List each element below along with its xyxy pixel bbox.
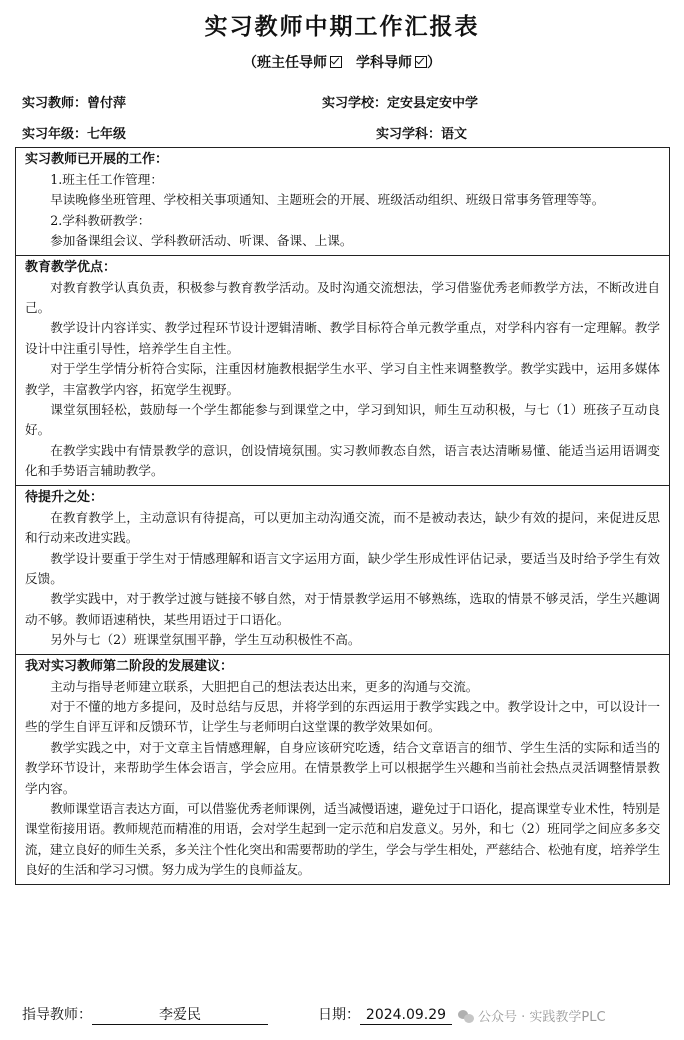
strengths-paragraph: 教学设计内容详实、教学过程环节设计逻辑清晰、教学目标符合单元教学重点，对学科内容有一定理解。教学设计中注重引导性，培养学生自主性。 xyxy=(25,320,660,356)
strengths-section xyxy=(16,255,669,485)
work-section xyxy=(16,148,669,255)
subtitle-open: （ xyxy=(243,55,257,71)
school-value: 定安县定安中学 xyxy=(387,96,479,111)
suggest-paragraph: 教学实践之中，对于文章主旨情感理解，自身应该研究吃透，结合文章语言的细节、学生生活的实际和适当的教学环节设计，来帮助学生体会语言，学会应用。在情景教学上可以根据学生兴趣和当前社会热点灵活调整情景教学内容。 xyxy=(25,739,660,796)
mentor-type-line xyxy=(0,52,684,72)
suggest-paragraph: 主动与指导老师建立联系，大胆把自己的想法表达出来，更多的沟通与交流。 xyxy=(50,678,479,694)
improve-section xyxy=(16,485,669,654)
work-heading: 实习教师已开展的工作： xyxy=(25,152,169,167)
subject-value: 语文 xyxy=(441,127,468,142)
watermark-text: 公众号 · 实践教学PLC xyxy=(478,1010,606,1025)
grade-info xyxy=(22,123,126,142)
improve-heading: 待提升之处： xyxy=(25,489,104,505)
strengths-paragraph: 对于学生学情分析符合实际，注重因材施教根据学生水平、学习自主性来调整教学。教学实践中，运用多媒体教学，丰富教学内容，拓宽学生视野。 xyxy=(25,361,660,397)
work-paragraph: 2.学科教研教学： xyxy=(50,212,151,228)
subject-info xyxy=(376,123,467,142)
subject-label: 实习学科： xyxy=(376,127,442,142)
teacher-value: 曾付萍 xyxy=(87,96,127,111)
mentor-signature xyxy=(22,1004,268,1025)
teacher-info xyxy=(22,92,126,111)
school-info xyxy=(322,92,478,111)
suggest-heading: 我对实习教师第二阶段的发展建议： xyxy=(25,658,234,674)
subject-mentor-label: 学科导师 xyxy=(356,55,412,71)
homeroom-mentor-checkbox[interactable] xyxy=(330,56,342,68)
strengths-paragraph: 课堂氛围轻松，鼓励每一个学生都能参与到课堂之中，学习到知识，师生互动积极，与七（1）班孩子互动良好。 xyxy=(25,402,660,438)
suggest-section xyxy=(16,654,669,884)
date-label: 日期： xyxy=(318,1007,360,1023)
improve-paragraph: 教学设计要重于学生对于情感理解和语言文字运用方面，缺少学生形成性评估记录，要适当及时给予学生有效反馈。 xyxy=(25,550,660,586)
mentor-name: 李爱民 xyxy=(92,1006,268,1025)
teacher-label: 实习教师： xyxy=(22,96,88,111)
work-paragraph: 1.班主任工作管理： xyxy=(50,172,163,187)
grade-label: 实习年级： xyxy=(22,127,88,142)
improve-paragraph: 在教育教学上，主动意识有待提高，可以更加主动沟通交流，而不是被动表达，缺少有效的提问，来促进反思和行动来改进实践。 xyxy=(25,509,660,546)
work-paragraph: 参加备课组会议、学科教研活动、听课、备课、上课。 xyxy=(50,233,353,249)
subtitle-close: ） xyxy=(427,55,441,71)
date-value: 2024.09.29 xyxy=(360,1006,452,1025)
report-table xyxy=(15,147,670,885)
homeroom-mentor-label: 班主任导师 xyxy=(257,55,327,71)
strengths-paragraph: 对教育教学认真负责，积极参与教育教学活动。及时沟通交流想法，学习借鉴优秀老师教学方法，不断改进自己。 xyxy=(25,279,660,316)
strengths-paragraph: 在教学实践中有情景教学的意识，创设情境氛围。实习教师教态自然，语言表达清晰易懂、能适当运用语调变化和手势语言辅助教学。 xyxy=(25,442,660,479)
date-field xyxy=(318,1004,452,1025)
improve-paragraph: 另外与七（2）班课堂氛围平静，学生互动积极性不高。 xyxy=(50,632,361,648)
work-paragraph: 早读晚修坐班管理、学校相关事项通知、主题班会的开展、班级活动组织、班级日常事务管理等等。 xyxy=(50,192,605,208)
suggest-paragraph: 教师课堂语言表达方面，可以借鉴优秀老师课例，适当减慢语速，避免过于口语化，提高课堂专业术性，特别是课堂衔接用语。教师规范而精准的用语，会对学生起到一定示范和启发意义。另外，和七（2）班同学之间应多多交流，建立良好的师生关系，多关注个性化突出和需要帮助的学生，学会与学生相处，严慈结合、松弛有度，培养学生良好的生活和学习习惯。努力成为学生的良师益友。 xyxy=(25,800,660,878)
form-title: 实习教师中期工作汇报表 xyxy=(204,14,480,40)
grade-value: 七年级 xyxy=(87,127,127,142)
watermark xyxy=(458,1006,606,1025)
improve-paragraph: 教学实践中，对于教学过渡与链接不够自然，对于情景教学运用不够熟练，选取的情景不够灵活，学生兴趣调动不够。教师语速稍快，某些用语过于口语化。 xyxy=(25,591,660,627)
wechat-icon xyxy=(458,1010,474,1023)
strengths-heading: 教育教学优点： xyxy=(25,259,117,275)
school-label: 实习学校： xyxy=(322,96,388,111)
mentor-label: 指导教师： xyxy=(22,1007,92,1023)
subject-mentor-checkbox[interactable] xyxy=(415,56,427,68)
suggest-paragraph: 对于不懂的地方多提问，及时总结与反思，并将学到的东西运用于教学实践之中。教学设计之中，可以设计一些的学生自评互评和反馈环节，让学生与老师明白这堂课的教学效果如何。 xyxy=(25,698,660,735)
